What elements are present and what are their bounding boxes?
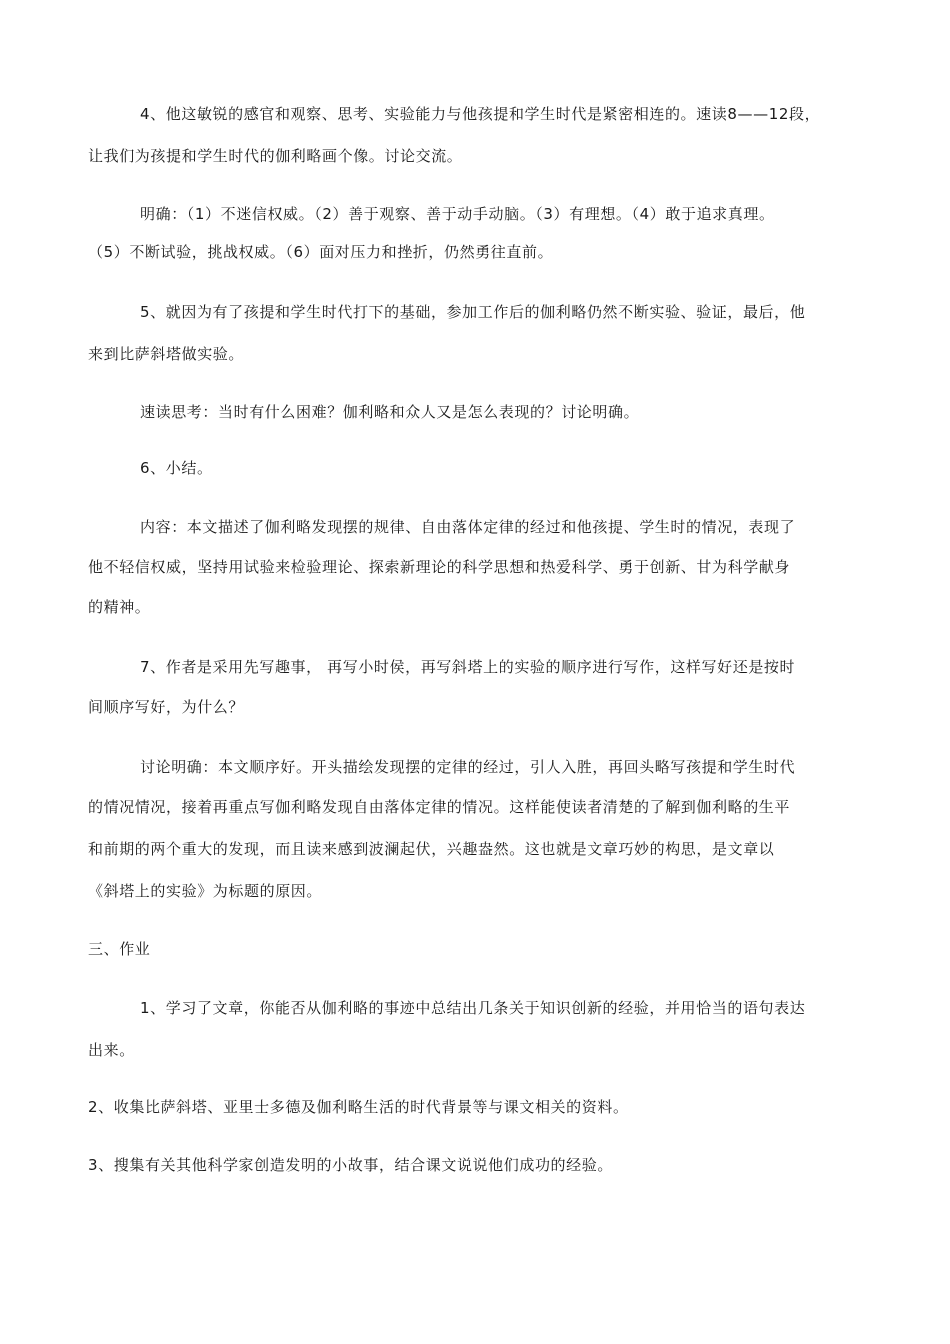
- text-line: 1、学习了文章，你能否从伽利略的事迹中总结出几条关于知识创新的经验，并用恰当的语句表达: [140, 999, 806, 1017]
- text-line: 间顺序写好，为什么？: [88, 698, 245, 716]
- text-line: 的精神。: [88, 598, 151, 616]
- text-line: 速读思考：当时有什么困难？伽利略和众人又是怎么表现的？讨论明确。: [140, 403, 640, 421]
- text-line: 讨论明确：本文顺序好。开头描绘发现摆的定律的经过，引人入胜，再回头略写孩提和学生时代: [140, 758, 796, 776]
- text-line: 7、作者是采用先写趣事， 再写小时侯，再写斜塔上的实验的顺序进行写作，这样写好还是按时: [140, 658, 796, 676]
- section-heading: 三、作业: [88, 940, 151, 958]
- text-line: 让我们为孩提和学生时代的伽利略画个像。讨论交流。: [88, 147, 463, 165]
- text-line: 出来。: [88, 1041, 135, 1059]
- text-line: 他不轻信权威，坚持用试验来检验理论、探索新理论的科学思想和热爱科学、勇于创新、甘为科学献身: [88, 558, 791, 576]
- text-line: 3、搜集有关其他科学家创造发明的小故事，结合课文说说他们成功的经验。: [88, 1156, 613, 1174]
- text-line: 2、收集比萨斜塔、亚里士多德及伽利略生活的时代背景等与课文相关的资料。: [88, 1098, 629, 1116]
- text-line: 和前期的两个重大的发现，而且读来感到波澜起伏，兴趣盎然。这也就是文章巧妙的构思，是文章以: [88, 840, 775, 858]
- text-line: 4、他这敏锐的感官和观察、思考、实验能力与他孩提和学生时代是紧密相连的。速读8——12段，: [140, 105, 821, 123]
- text-line: 明确：（1）不迷信权威。（2）善于观察、善于动手动脑。（3）有理想。（4）敢于追求真理。: [140, 205, 775, 223]
- text-line: 来到比萨斜塔做实验。: [88, 345, 245, 363]
- text-line: （5）不断试验，挑战权威。（6）面对压力和挫折，仍然勇往直前。: [88, 243, 554, 261]
- text-line: 6、小结。: [140, 459, 213, 477]
- text-line: 的情况情况，接着再重点写伽利略发现自由落体定律的情况。这样能使读者清楚的了解到伽利略的生平: [88, 798, 791, 816]
- text-line: 《斜塔上的实验》为标题的原因。: [88, 882, 323, 900]
- text-line: 内容：本文描述了伽利略发现摆的规律、自由落体定律的经过和他孩提、学生时的情况，表现了: [140, 518, 796, 536]
- text-line: 5、就因为有了孩提和学生时代打下的基础，参加工作后的伽利略仍然不断实验、验证，最后，他: [140, 303, 806, 321]
